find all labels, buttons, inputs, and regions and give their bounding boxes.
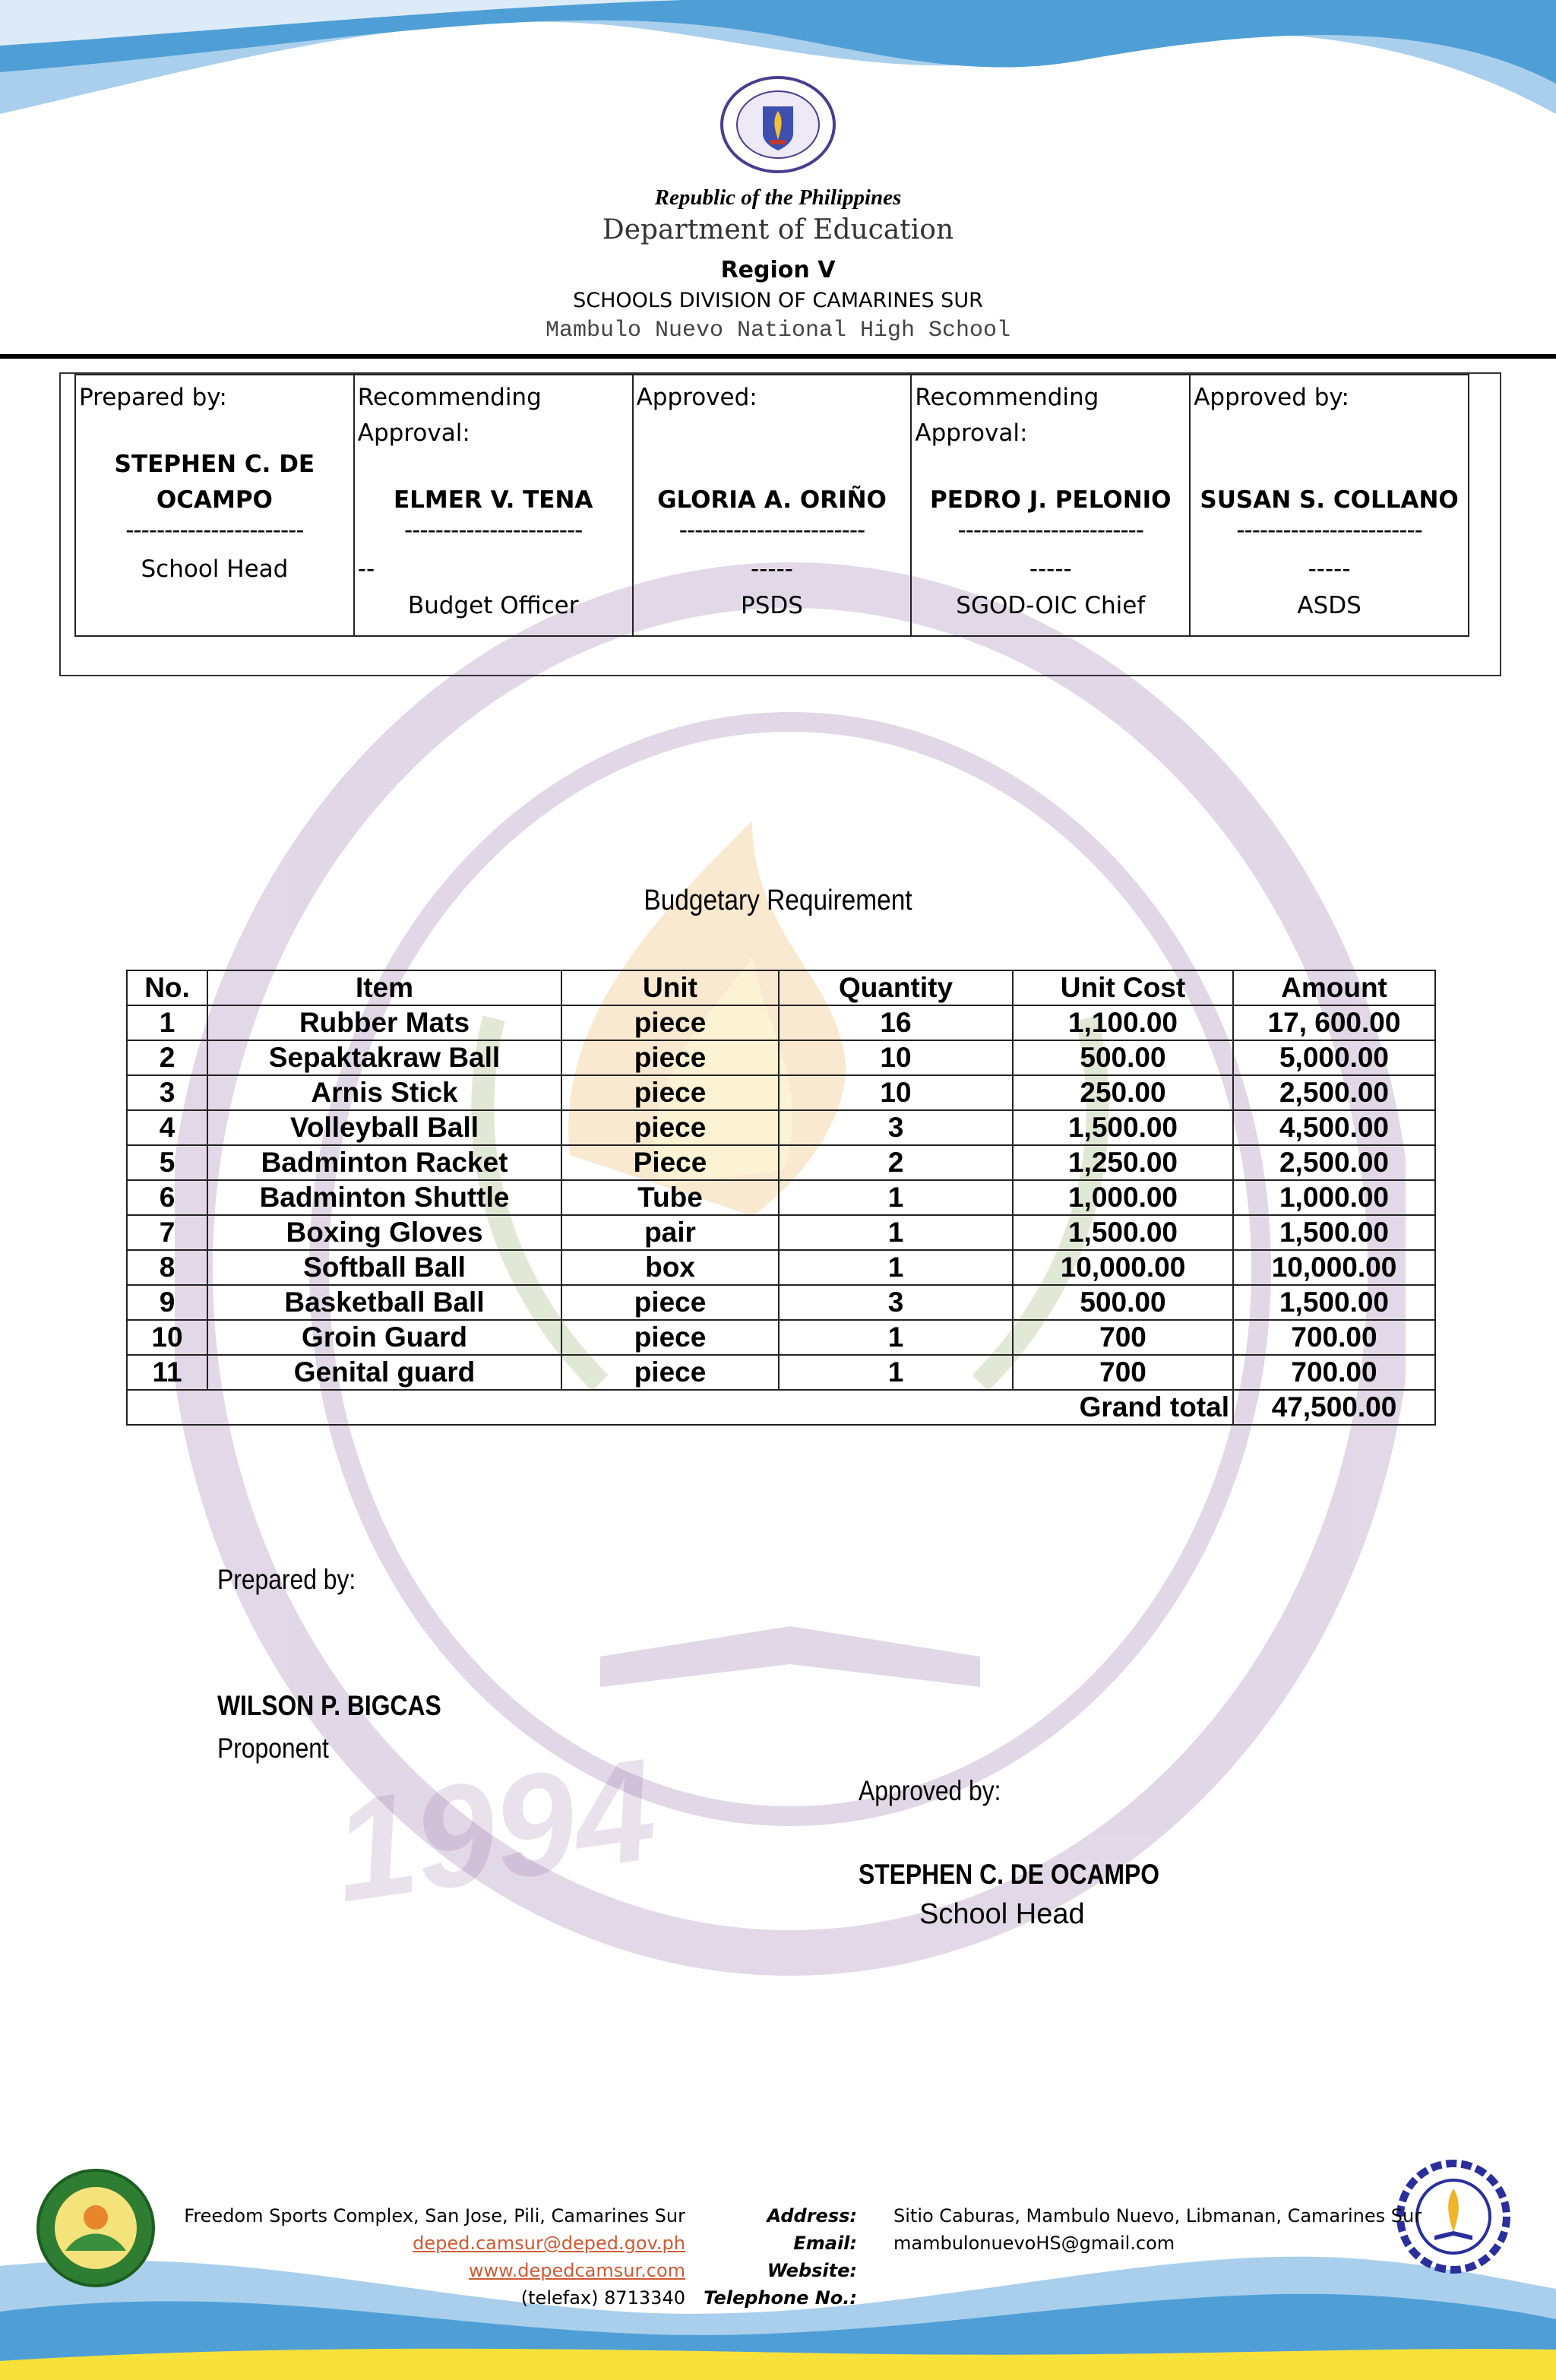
- signatory-cell-4: [911, 375, 1190, 636]
- cell-unit-cost: 250.00: [1013, 1075, 1233, 1110]
- signatory-caption: Approval:: [357, 419, 470, 447]
- cell-unit-cost: 1,100.00: [1013, 1005, 1233, 1040]
- cell-quantity: 10: [779, 1040, 1013, 1075]
- signatory-name: ELMER V. TENA: [393, 486, 593, 514]
- proponent-role: Proponent: [217, 1733, 329, 1764]
- cell-quantity: 3: [779, 1285, 1013, 1320]
- cell-quantity: 2: [779, 1145, 1013, 1180]
- signatories-table: [74, 374, 1469, 637]
- signatory-role: PSDS: [741, 592, 803, 619]
- cell-unit-cost: 700: [1013, 1320, 1233, 1355]
- cell-item: Sepaktakraw Ball: [207, 1040, 561, 1075]
- cell-unit: piece: [561, 1355, 779, 1390]
- cell-unit-cost: 1,250.00: [1013, 1145, 1233, 1180]
- address-key: Address:: [767, 2205, 857, 2227]
- table-row: [127, 1250, 1435, 1285]
- cell-no: 6: [127, 1180, 207, 1215]
- table-row: [127, 1075, 1435, 1110]
- watermark-year: 1994: [324, 1728, 666, 1933]
- table-row: [127, 1215, 1435, 1250]
- cell-unit: pair: [561, 1215, 779, 1250]
- cell-item: Badminton Racket: [207, 1145, 561, 1180]
- prepared-by-label: Prepared by:: [217, 1564, 356, 1595]
- cell-unit-cost: 700: [1013, 1355, 1233, 1390]
- cell-amount: 1,500.00: [1233, 1215, 1435, 1250]
- cell-quantity: 10: [779, 1075, 1013, 1110]
- cell-amount: 1,500.00: [1233, 1285, 1435, 1320]
- table-row: [127, 1180, 1435, 1215]
- signature-line: ------------------------: [957, 517, 1144, 544]
- cell-no: 9: [127, 1285, 207, 1320]
- division-telefax: (telefax) 8713340: [520, 2287, 685, 2309]
- proponent-name: WILSON P. BIGCAS: [217, 1690, 441, 1721]
- cell-unit: Tube: [561, 1180, 779, 1215]
- signatory-role: ASDS: [1297, 592, 1362, 619]
- division-email-link[interactable]: deped.camsur@deped.gov.ph: [413, 2233, 685, 2254]
- column-header-item: Item: [207, 970, 561, 1005]
- signature-line: ------------------------: [1236, 517, 1422, 544]
- signatory-caption: Approved:: [636, 384, 757, 411]
- signatory-name-line: STEPHEN C. DE: [114, 451, 315, 478]
- cell-unit-cost: 1,500.00: [1013, 1215, 1233, 1250]
- cell-unit-cost: 1,500.00: [1013, 1110, 1233, 1145]
- signatory-dash-fragment: -----: [1308, 555, 1351, 583]
- signatory-name-line: OCAMPO: [156, 486, 273, 514]
- cell-item: Badminton Shuttle: [207, 1180, 561, 1215]
- cell-no: 5: [127, 1145, 207, 1180]
- telephone-key: Telephone No.:: [704, 2287, 857, 2309]
- table-row: [127, 1005, 1435, 1040]
- signatory-cell-2: [354, 375, 633, 636]
- cell-quantity: 1: [779, 1215, 1013, 1250]
- cell-item: Groin Guard: [207, 1320, 561, 1355]
- school-name: Mambulo Nuevo National High School: [545, 318, 1011, 343]
- cell-item: Volleyball Ball: [207, 1110, 561, 1145]
- signatory-cell-5: [1190, 375, 1469, 636]
- cell-unit: piece: [561, 1320, 779, 1355]
- cell-quantity: 3: [779, 1110, 1013, 1145]
- signatory-caption: Recommending: [915, 384, 1099, 411]
- cell-item: Boxing Gloves: [207, 1215, 561, 1250]
- signatory-cell-3: [633, 375, 912, 636]
- division-label: SCHOOLS DIVISION OF CAMARINES SUR: [573, 289, 983, 312]
- table-row: [127, 1320, 1435, 1355]
- signature-line: ------------------------: [678, 517, 865, 544]
- column-header-unit-cost: Unit Cost: [1013, 970, 1233, 1005]
- cell-amount: 10,000.00: [1233, 1250, 1435, 1285]
- signatory-caption: Prepared by:: [79, 384, 227, 411]
- cell-no: 1: [127, 1005, 207, 1040]
- table-row: [127, 1040, 1435, 1075]
- cell-amount: 2,500.00: [1233, 1145, 1435, 1180]
- table-row: [127, 1110, 1435, 1145]
- budget-header-row: [127, 970, 1435, 1005]
- school-address: Sitio Caburas, Mambulo Nuevo, Libmanan, Camarines Sur: [893, 2205, 1422, 2227]
- budget-table: [126, 970, 1436, 1426]
- signatory-name: GLORIA A. ORIÑO: [657, 486, 887, 514]
- cell-no: 2: [127, 1040, 207, 1075]
- table-row: [127, 1145, 1435, 1180]
- cell-unit: piece: [561, 1110, 779, 1145]
- cell-amount: 700.00: [1233, 1320, 1435, 1355]
- cell-unit: piece: [561, 1075, 779, 1110]
- cell-amount: 4,500.00: [1233, 1110, 1435, 1145]
- cell-no: 11: [127, 1355, 207, 1390]
- signature-line: -----------------------: [404, 517, 583, 544]
- cell-item: Softball Ball: [207, 1250, 561, 1285]
- email-key: Email:: [793, 2233, 857, 2254]
- division-address: Freedom Sports Complex, San Jose, Pili, Camarines Sur: [184, 2205, 685, 2227]
- cell-unit-cost: 10,000.00: [1013, 1250, 1233, 1285]
- cell-amount: 2,500.00: [1233, 1075, 1435, 1110]
- signatory-dash-fragment: -----: [1029, 555, 1072, 583]
- website-key: Website:: [767, 2260, 857, 2281]
- table-row: [127, 1285, 1435, 1320]
- department-label: Department of Education: [602, 214, 954, 245]
- approver-name: STEPHEN C. DE OCAMPO: [859, 1859, 1160, 1890]
- cell-unit: piece: [561, 1005, 779, 1040]
- signatory-name: PEDRO J. PELONIO: [930, 486, 1172, 514]
- cell-unit-cost: 500.00: [1013, 1040, 1233, 1075]
- cell-quantity: 1: [779, 1320, 1013, 1355]
- cell-quantity: 1: [779, 1355, 1013, 1390]
- cell-amount: 17, 600.00: [1233, 1005, 1435, 1040]
- approver-role: School Head: [919, 1898, 1085, 1930]
- cell-unit: box: [561, 1250, 779, 1285]
- cell-amount: 5,000.00: [1233, 1040, 1435, 1075]
- grand-total-row: [127, 1390, 1435, 1425]
- cell-quantity: 16: [779, 1005, 1013, 1040]
- cell-no: 8: [127, 1250, 207, 1285]
- signatory-role: Budget Officer: [407, 592, 579, 619]
- approved-by-label: Approved by:: [859, 1775, 1001, 1806]
- signatory-cell-1: [75, 375, 354, 636]
- cell-no: 10: [127, 1320, 207, 1355]
- deped-logo: [717, 74, 839, 175]
- signatory-caption: Recommending: [357, 384, 542, 411]
- school-email: mambulonuevoHS@gmail.com: [893, 2233, 1175, 2254]
- grand-total-value: 47,500.00: [1233, 1390, 1435, 1425]
- cell-item: Basketball Ball: [207, 1285, 561, 1320]
- grand-total-spacer: [127, 1390, 1013, 1425]
- column-header-no: No.: [127, 970, 207, 1005]
- cell-amount: 1,000.00: [1233, 1180, 1435, 1215]
- header-divider: [0, 354, 1556, 359]
- grand-total-label: Grand total: [1013, 1390, 1233, 1425]
- cell-unit: piece: [561, 1285, 779, 1320]
- cell-item: Genital guard: [207, 1355, 561, 1390]
- signatory-role: School Head: [141, 555, 289, 583]
- cell-no: 7: [127, 1215, 207, 1250]
- cell-item: Rubber Mats: [207, 1005, 561, 1040]
- signature-line: -----------------------: [125, 517, 304, 544]
- column-header-unit: Unit: [561, 970, 779, 1005]
- cell-unit-cost: 1,000.00: [1013, 1180, 1233, 1215]
- signatory-dash-fragment: -----: [751, 555, 793, 583]
- cell-unit: Piece: [561, 1145, 779, 1180]
- cell-unit: piece: [561, 1040, 779, 1075]
- signatory-dash-fragment: --: [357, 555, 375, 583]
- cell-unit-cost: 500.00: [1013, 1285, 1233, 1320]
- budget-title: Budgetary Requirement: [644, 885, 912, 916]
- signatory-name: SUSAN S. COLLANO: [1200, 486, 1459, 514]
- signatory-role: SGOD-OIC Chief: [956, 592, 1146, 619]
- signatory-caption: Approved by:: [1194, 384, 1349, 411]
- signatory-caption: Approval:: [915, 419, 1028, 447]
- cell-no: 4: [127, 1110, 207, 1145]
- cell-no: 3: [127, 1075, 207, 1110]
- cell-quantity: 1: [779, 1180, 1013, 1215]
- table-row: [127, 1355, 1435, 1390]
- republic-label: Republic of the Philippines: [654, 185, 902, 210]
- region-label: Region V: [720, 257, 836, 283]
- cell-quantity: 1: [779, 1250, 1013, 1285]
- column-header-amount: Amount: [1233, 970, 1435, 1005]
- budget-rows: [127, 1005, 1435, 1390]
- column-header-quantity: Quantity: [779, 970, 1013, 1005]
- division-website-link[interactable]: www.depedcamsur.com: [468, 2260, 685, 2281]
- cell-amount: 700.00: [1233, 1355, 1435, 1390]
- cell-item: Arnis Stick: [207, 1075, 561, 1110]
